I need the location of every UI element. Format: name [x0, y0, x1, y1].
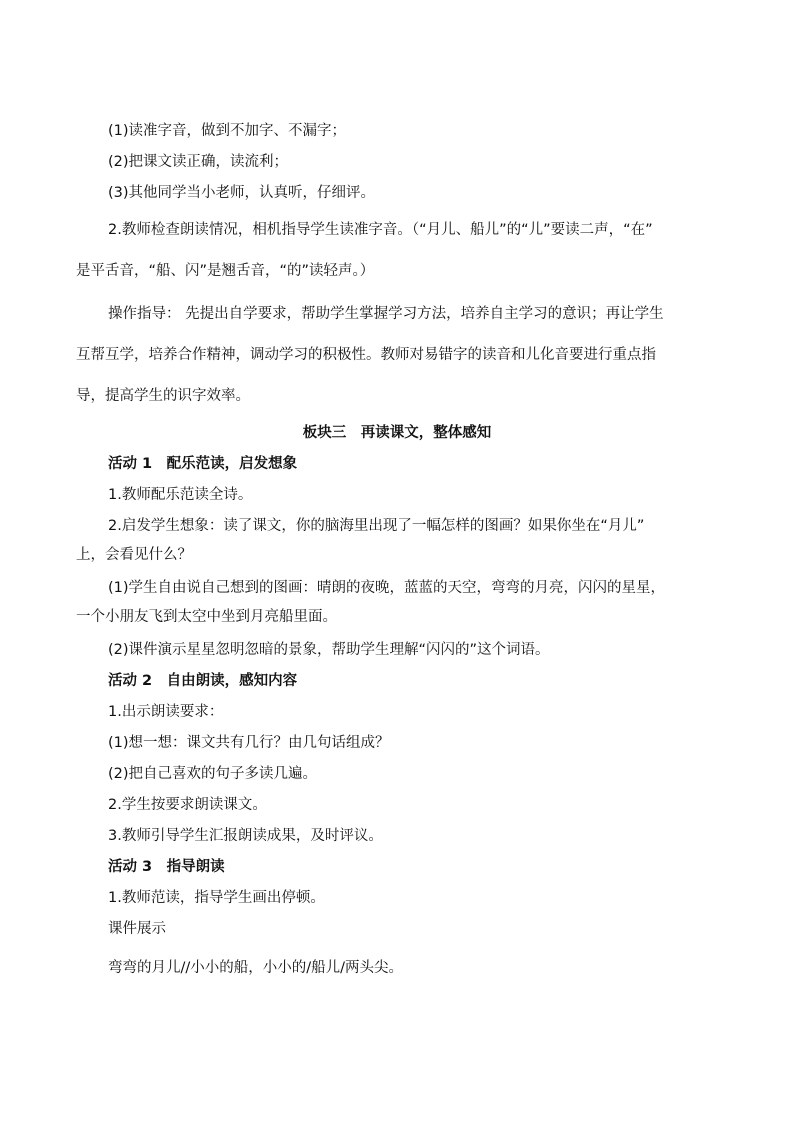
text-line: (3)其他同学当小老师，认真听，仔细评。: [108, 185, 376, 201]
text-line: 1.教师配乐范读全诗。: [108, 487, 253, 503]
text-line: 1.出示朗读要求：: [108, 704, 224, 720]
text-line: 导，提高学生的识字效率。: [76, 388, 250, 404]
text-line: 课件展示: [108, 921, 166, 937]
text-line: 2.启发学生想象：读了课文，你的脑海里出现了一幅怎样的图画？如果你坐在“月儿”: [108, 518, 645, 534]
text-line: 2.教师检查朗读情况，相机指导学生读准字音。（“月儿、船儿”的“儿”要读二声，“在”: [108, 222, 653, 238]
section-heading: 板块三 再读课文，整体感知: [302, 425, 492, 441]
text-line: 3.教师引导学生汇报朗读成果，及时评议。: [108, 828, 383, 844]
text-line: 是平舌音，“船、闪”是翘舌音，“的”读轻声。）: [76, 263, 375, 279]
text-line: 一个小朋友飞到太空中坐到月亮船里面。: [76, 609, 337, 625]
text-line: (1)想一想：课文共有几行？由几句话组成？: [108, 735, 390, 751]
text-line: 上，会看见什么？: [76, 547, 192, 563]
text-line: (2)把课文读正确，读流利；: [108, 154, 289, 170]
text-line: (2)把自己喜欢的句子多读几遍。: [108, 766, 318, 782]
text-line: (1)学生自由说自己想到的图画：晴朗的夜晚，蓝蓝的天空，弯弯的月亮，闪闪的星星，: [108, 580, 666, 596]
activity-heading: 活动 2 自由朗读，感知内容: [108, 673, 298, 689]
text-line: 操作指导： 先提出自学要求，帮助学生掌握学习方法，培养自主学习的意识；再让学生: [108, 306, 664, 322]
text-line: 弯弯的月儿//小小的船，小小的/船儿/两头尖。: [108, 960, 404, 976]
text-line: (2)课件演示星星忽明忽暗的景象，帮助学生理解“闪闪的”这个词语。: [108, 642, 550, 658]
activity-heading: 活动 1 配乐范读，启发想象: [108, 456, 298, 472]
text-line: 2.学生按要求朗读课文。: [108, 797, 267, 813]
text-line: (1)读准字音，做到不加字、不漏字；: [108, 123, 347, 139]
text-line: 互帮互学，培养合作精神，调动学习的积极性。教师对易错字的读音和儿化音要进行重点指: [76, 347, 656, 363]
text-line: 1.教师范读，指导学生画出停顿。: [108, 890, 325, 906]
activity-heading: 活动 3 指导朗读: [108, 859, 225, 875]
